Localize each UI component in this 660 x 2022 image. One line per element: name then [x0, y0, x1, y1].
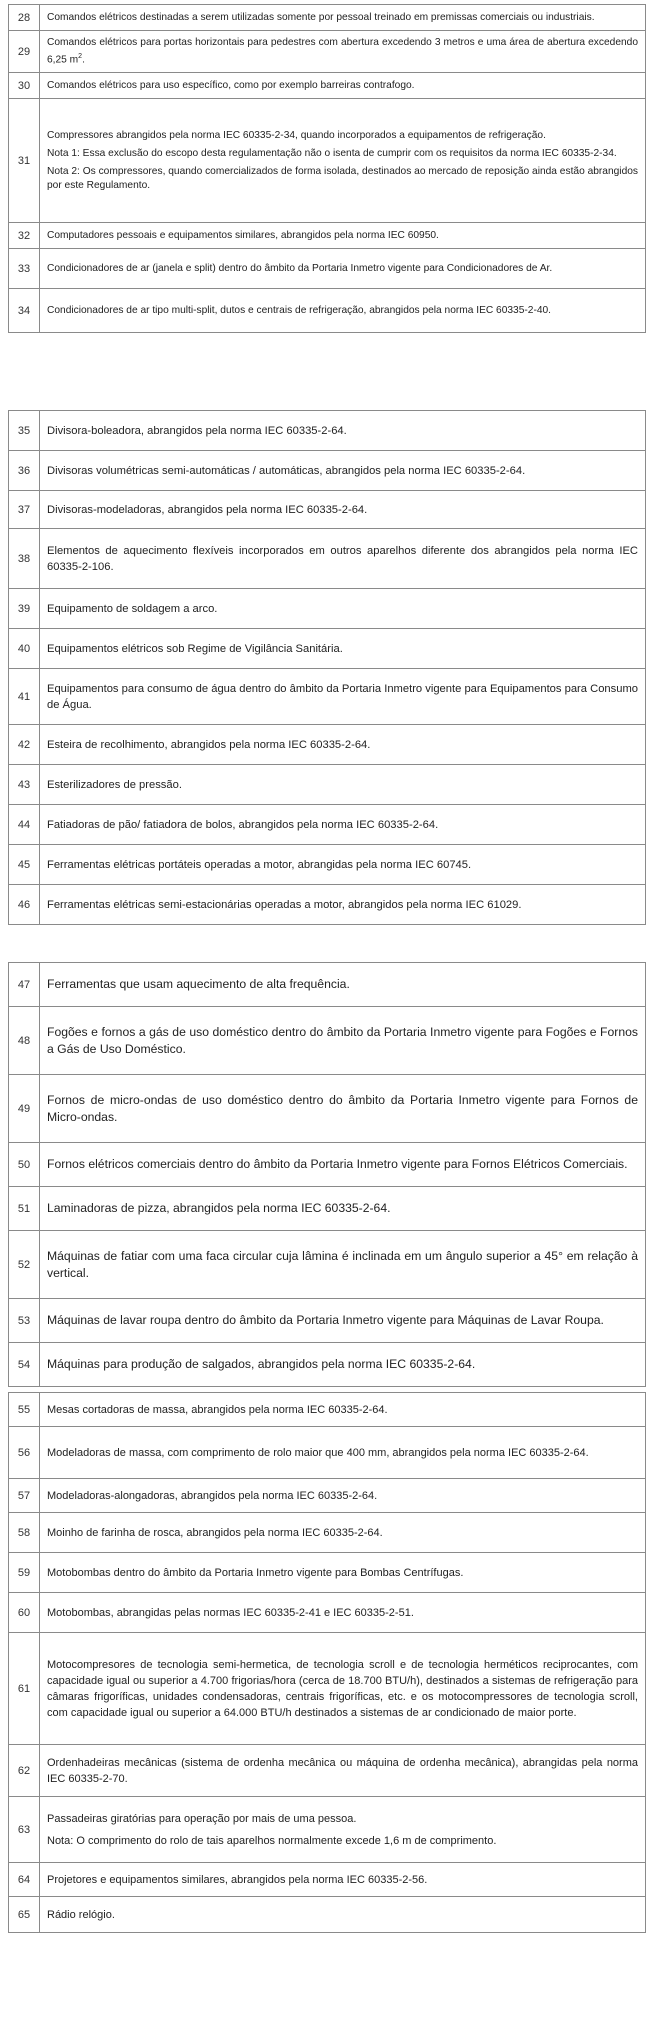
table-row [9, 1343, 646, 1387]
exclusion-table-1 [8, 4, 646, 333]
item-description: Fornos elétricos comerciais dentro do âmbito da Portaria Inmetro vigente para Fornos Elétricos Comerciais. [40, 1143, 646, 1187]
item-number: 48 [9, 1007, 40, 1075]
table-row [9, 223, 646, 249]
item-note-1: Nota 1: Essa exclusão do escopo desta regulamentação não o isenta de cumprir com os requisitos da norma IEC 60335-2-34. [47, 147, 617, 159]
superscript: 2 [78, 52, 83, 60]
table-row [9, 629, 646, 669]
item-description: Laminadoras de pizza, abrangidos pela norma IEC 60335-2-64. [40, 1187, 646, 1231]
table-row [9, 1187, 646, 1231]
table-row [9, 1513, 646, 1553]
item-note-2: Nota 2: Os compressores, quando comercializados de forma isolada, destinados ao mercado de reposição ainda estão abrangidos por este Regulamento. [47, 165, 638, 191]
item-description: Motobombas dentro do âmbito da Portaria Inmetro vigente para Bombas Centrífugas. [40, 1553, 646, 1593]
item-text: Compressores abrangidos pela norma IEC 60335-2-34, quando incorporados a equipamentos de refrigeração. [47, 129, 546, 141]
item-number: 64 [9, 1863, 40, 1897]
item-number: 35 [9, 411, 40, 451]
table-row [9, 669, 646, 725]
table-row [9, 529, 646, 589]
item-description: Esterilizadores de pressão. [40, 765, 646, 805]
item-number: 60 [9, 1593, 40, 1633]
item-description: Divisoras-modeladoras, abrangidos pela norma IEC 60335-2-64. [40, 491, 646, 529]
item-number: 30 [9, 73, 40, 99]
item-number: 31 [9, 99, 40, 223]
item-number: 54 [9, 1343, 40, 1387]
table-row [9, 1633, 646, 1745]
item-description: Rádio relógio. [40, 1897, 646, 1933]
item-number: 41 [9, 669, 40, 725]
item-description: Condicionadores de ar (janela e split) dentro do âmbito da Portaria Inmetro vigente para Condicionadores de Ar. [40, 249, 646, 289]
table-row [9, 289, 646, 333]
item-description: Elementos de aquecimento flexíveis incorporados em outros aparelhos diferente dos abrangidos pela norma IEC 60335-2-106. [40, 529, 646, 589]
item-description: Esteira de recolhimento, abrangidos pela norma IEC 60335-2-64. [40, 725, 646, 765]
item-number: 44 [9, 805, 40, 845]
item-number: 57 [9, 1479, 40, 1513]
item-number: 34 [9, 289, 40, 333]
item-description: Moinho de farinha de rosca, abrangidos pela norma IEC 60335-2-64. [40, 1513, 646, 1553]
table-row [9, 5, 646, 31]
exclusion-table-4 [8, 1392, 646, 1933]
table-row [9, 589, 646, 629]
item-number: 62 [9, 1745, 40, 1797]
item-note: Nota: O comprimento do rolo de tais aparelhos normalmente excede 1,6 m de comprimento. [47, 1834, 497, 1847]
item-description: Ferramentas que usam aquecimento de alta frequência. [40, 963, 646, 1007]
table-row [9, 249, 646, 289]
item-description: Mesas cortadoras de massa, abrangidos pela norma IEC 60335-2-64. [40, 1393, 646, 1427]
table-row [9, 1745, 646, 1797]
item-description: Motobombas, abrangidas pelas normas IEC 60335-2-41 e IEC 60335-2-51. [40, 1593, 646, 1633]
item-description: Divisora-boleadora, abrangidos pela norma IEC 60335-2-64. [40, 411, 646, 451]
item-text: Comandos elétricos para portas horizontais para pedestres com abertura excedendo 3 metros e uma área de abertura excedendo 6,25 m [47, 36, 638, 66]
item-number: 38 [9, 529, 40, 589]
table-row [9, 1553, 646, 1593]
item-description: Comandos elétricos para uso específico, como por exemplo barreiras contrafogo. [40, 73, 646, 99]
item-description: Computadores pessoais e equipamentos similares, abrangidos pela norma IEC 60950. [40, 223, 646, 249]
item-number: 56 [9, 1427, 40, 1479]
table-row [9, 963, 646, 1007]
item-description: Máquinas para produção de salgados, abrangidos pela norma IEC 60335-2-64. [40, 1343, 646, 1387]
item-text: Passadeiras giratórias para operação por mais de uma pessoa. [47, 1812, 357, 1825]
table-row [9, 99, 646, 223]
item-description [40, 1797, 646, 1863]
table-row [9, 1231, 646, 1299]
exclusion-table-2 [8, 410, 646, 925]
item-description: Fatiadoras de pão/ fatiadora de bolos, abrangidos pela norma IEC 60335-2-64. [40, 805, 646, 845]
table-row [9, 73, 646, 99]
item-description: Fogões e fornos a gás de uso doméstico dentro do âmbito da Portaria Inmetro vigente para Fogões e Fornos a Gás de Uso Doméstico. [40, 1007, 646, 1075]
item-number: 58 [9, 1513, 40, 1553]
item-description: Projetores e equipamentos similares, abrangidos pela norma IEC 60335-2-56. [40, 1863, 646, 1897]
item-description: Motocompresores de tecnologia semi-hermetica, de tecnologia scroll e de tecnologia herméticos reciprocantes, com capacidade igual ou superior a 4.700 frigorias/hora (cerca de 18.700 BTU/h), destinados a sistemas de refrigeração para câmaras frigoríficas, unidades condensadoras, centrais frigoríficas, etc. e os motocompressores de tecnologia scroll, com capacidade igual ou superior a 64.000 BTU/h destinados a sistemas de ar condicionado de maior porte. [40, 1633, 646, 1745]
item-description: Máquinas de fatiar com uma faca circular cuja lâmina é inclinada em um ângulo superior a 45° em relação à vertical. [40, 1231, 646, 1299]
item-number: 65 [9, 1897, 40, 1933]
item-number: 45 [9, 845, 40, 885]
item-number: 63 [9, 1797, 40, 1863]
item-description: Máquinas de lavar roupa dentro do âmbito da Portaria Inmetro vigente para Máquinas de Lavar Roupa. [40, 1299, 646, 1343]
table-row [9, 1797, 646, 1863]
table-row [9, 1299, 646, 1343]
item-number: 52 [9, 1231, 40, 1299]
table-row [9, 1143, 646, 1187]
item-number: 50 [9, 1143, 40, 1187]
item-number: 40 [9, 629, 40, 669]
table-row [9, 765, 646, 805]
table-row [9, 1427, 646, 1479]
item-description: Equipamento de soldagem a arco. [40, 589, 646, 629]
exclusion-table-3 [8, 962, 646, 1387]
table-row [9, 725, 646, 765]
item-description [40, 99, 646, 223]
table-row [9, 885, 646, 925]
table-row [9, 1393, 646, 1427]
table-row [9, 1075, 646, 1143]
item-number: 43 [9, 765, 40, 805]
table-row [9, 1007, 646, 1075]
item-description: Ferramentas elétricas semi-estacionárias operadas a motor, abrangidos pela norma IEC 61029. [40, 885, 646, 925]
item-description: Divisoras volumétricas semi-automáticas / automáticas, abrangidos pela norma IEC 60335-2-64. [40, 451, 646, 491]
item-number: 36 [9, 451, 40, 491]
item-description: Comandos elétricos destinadas a serem utilizadas somente por pessoal treinado em premissas comerciais ou industriais. [40, 5, 646, 31]
item-text-tail: . [82, 54, 85, 66]
item-number: 33 [9, 249, 40, 289]
item-description: Condicionadores de ar tipo multi-split, dutos e centrais de refrigeração, abrangidos pela norma IEC 60335-2-40. [40, 289, 646, 333]
item-number: 55 [9, 1393, 40, 1427]
item-number: 37 [9, 491, 40, 529]
item-number: 28 [9, 5, 40, 31]
table-row [9, 1593, 646, 1633]
item-number: 61 [9, 1633, 40, 1745]
item-description: Equipamentos para consumo de água dentro do âmbito da Portaria Inmetro vigente para Equipamentos para Consumo de Água. [40, 669, 646, 725]
item-number: 32 [9, 223, 40, 249]
table-row [9, 31, 646, 73]
item-description: Modeladoras-alongadoras, abrangidos pela norma IEC 60335-2-64. [40, 1479, 646, 1513]
item-number: 39 [9, 589, 40, 629]
table-row [9, 451, 646, 491]
item-number: 47 [9, 963, 40, 1007]
table-row [9, 1897, 646, 1933]
item-number: 51 [9, 1187, 40, 1231]
item-description: Ferramentas elétricas portáteis operadas a motor, abrangidas pela norma IEC 60745. [40, 845, 646, 885]
table-row [9, 845, 646, 885]
table-row [9, 805, 646, 845]
item-description: Equipamentos elétricos sob Regime de Vigilância Sanitária. [40, 629, 646, 669]
item-description [40, 31, 646, 73]
item-description: Fornos de micro-ondas de uso doméstico dentro do âmbito da Portaria Inmetro vigente para Fornos de Micro-ondas. [40, 1075, 646, 1143]
table-row [9, 1479, 646, 1513]
item-number: 42 [9, 725, 40, 765]
item-number: 46 [9, 885, 40, 925]
item-number: 49 [9, 1075, 40, 1143]
table-row [9, 411, 646, 451]
item-number: 59 [9, 1553, 40, 1593]
item-number: 53 [9, 1299, 40, 1343]
table-row [9, 1863, 646, 1897]
item-description: Modeladoras de massa, com comprimento de rolo maior que 400 mm, abrangidos pela norma IEC 60335-2-64. [40, 1427, 646, 1479]
item-description: Ordenhadeiras mecânicas (sistema de ordenha mecânica ou máquina de ordenha mecânica), abrangidas pela norma IEC 60335-2-70. [40, 1745, 646, 1797]
item-number: 29 [9, 31, 40, 73]
table-row [9, 491, 646, 529]
